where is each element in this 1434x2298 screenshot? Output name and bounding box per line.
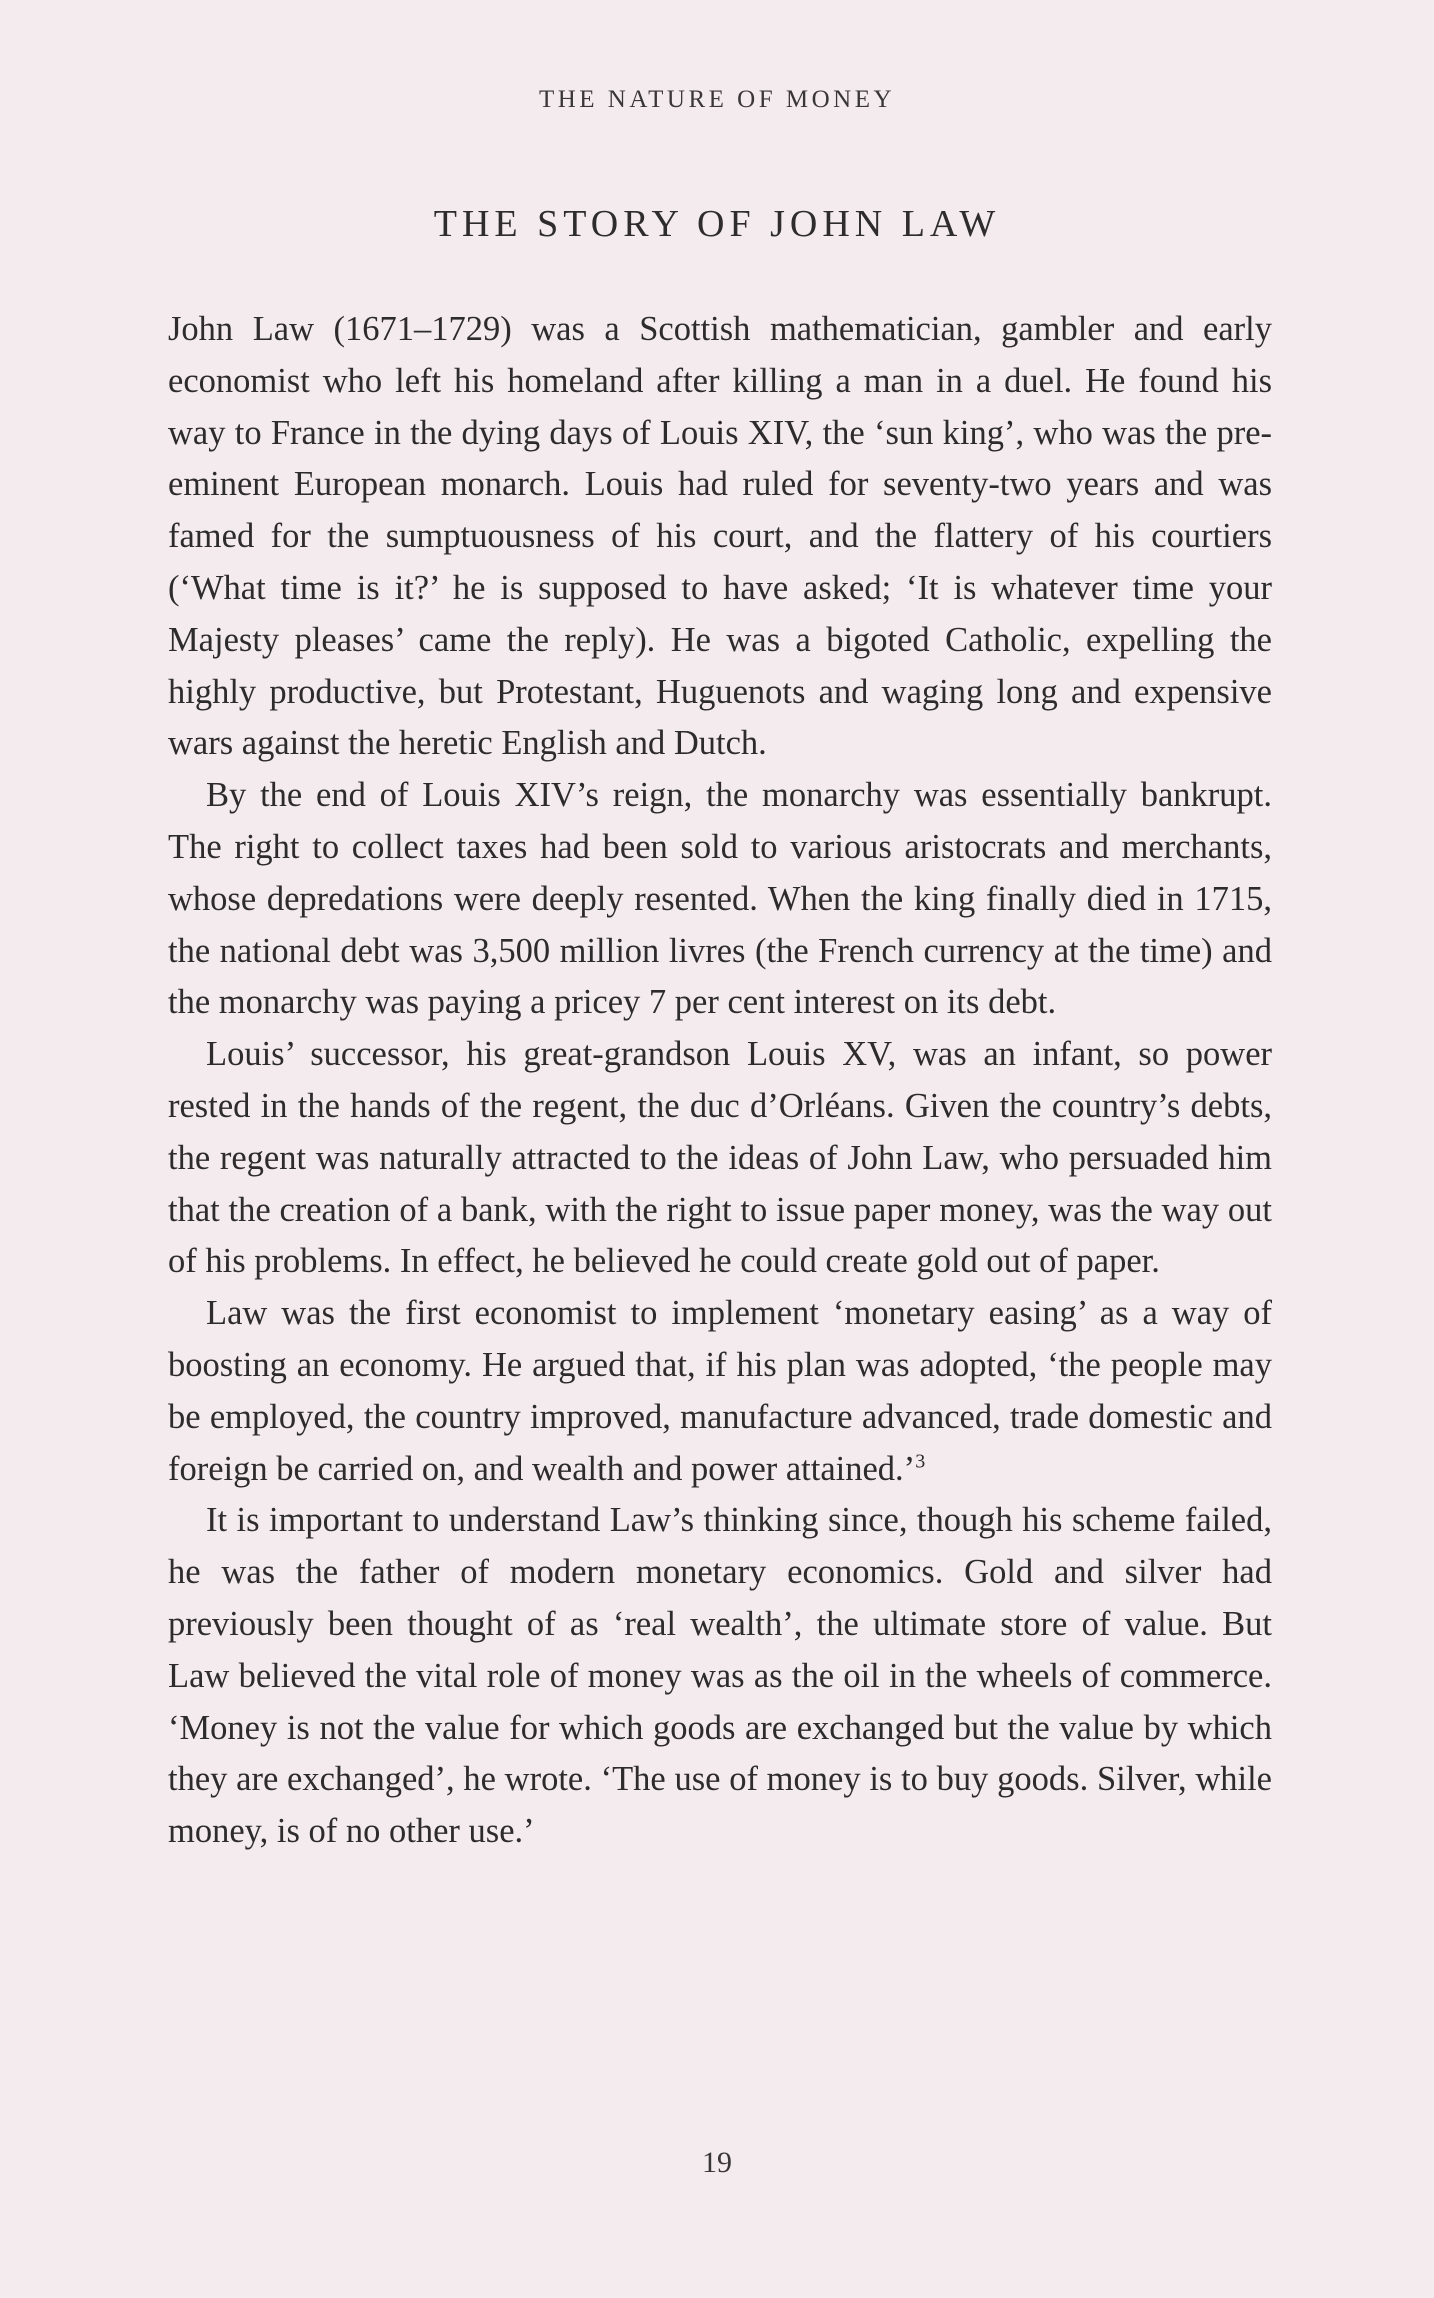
paragraph-4 xyxy=(168,1288,1272,1495)
footnote-reference[interactable]: 3 xyxy=(915,1450,926,1473)
paragraph-4-text: Law was the first economist to implement ‘monetary easing’ as a way of boosting an economy. He argued that, if his plan was adopted, ‘the people may be employed, the country improved, manufacture advanced, trade domestic and foreign be carried on, and wealth and power attained.’ xyxy=(168,1294,1272,1488)
section-title: THE STORY OF JOHN LAW xyxy=(433,203,1001,245)
paragraph-5: It is important to understand Law’s thinking since, though his scheme failed, he was the father of modern monetary economics. Gold and silver had previously been thought of as ‘real wealth’, the ultimate store of value. But Law believed the vital role of money was as the oil in the wheels of commerce. ‘Money is not the value for which goods are exchanged but the value by which they are exchanged’, he wrote. ‘The use of money is to buy goods. Silver, while money, is of no other use.’ xyxy=(168,1501,1272,1851)
paragraph-2: By the end of Louis XIV’s reign, the monarchy was essentially bankrupt. The right to collect taxes had been sold to various aristocrats and merchants, whose depredations were deeply resented. When the king finally died in 1715, the national debt was 3,500 million livres (the French currency at the time) and the monarchy was paying a pricey 7 per cent interest on its debt. xyxy=(168,776,1272,1022)
page-number: 19 xyxy=(702,2146,732,2179)
paragraph-1: John Law (1671–1729) was a Scottish mathematician, gambler and early economist who left his homeland after killing a man in a duel. He found his way to France in the dying days of Louis XIV, the ‘sun king’, who was the pre-eminent European monarch. Louis had ruled for seventy-two years and was famed for the sumptuousness of his court, and the flattery of his courtiers (‘What time is it?’ he is supposed to have asked; ‘It is whatever time your Majesty pleases’ came the reply). He was a bigoted Catholic, expelling the highly productive, but Protestant, Huguenots and waging long and expensive wars against the heretic English and Dutch. xyxy=(168,310,1272,763)
running-head: THE NATURE OF MONEY xyxy=(538,86,896,113)
paragraph-3: Louis’ successor, his great-grandson Louis XV, was an infant, so power rested in the hands of the regent, the duc d’Orléans. Given the country’s debts, the regent was naturally attracted to the ideas of John Law, who persuaded him that the creation of a bank, with the right to issue paper money, was the way out of his problems. In effect, he believed he could create gold out of paper. xyxy=(168,1035,1272,1281)
body-text xyxy=(168,304,1272,1858)
